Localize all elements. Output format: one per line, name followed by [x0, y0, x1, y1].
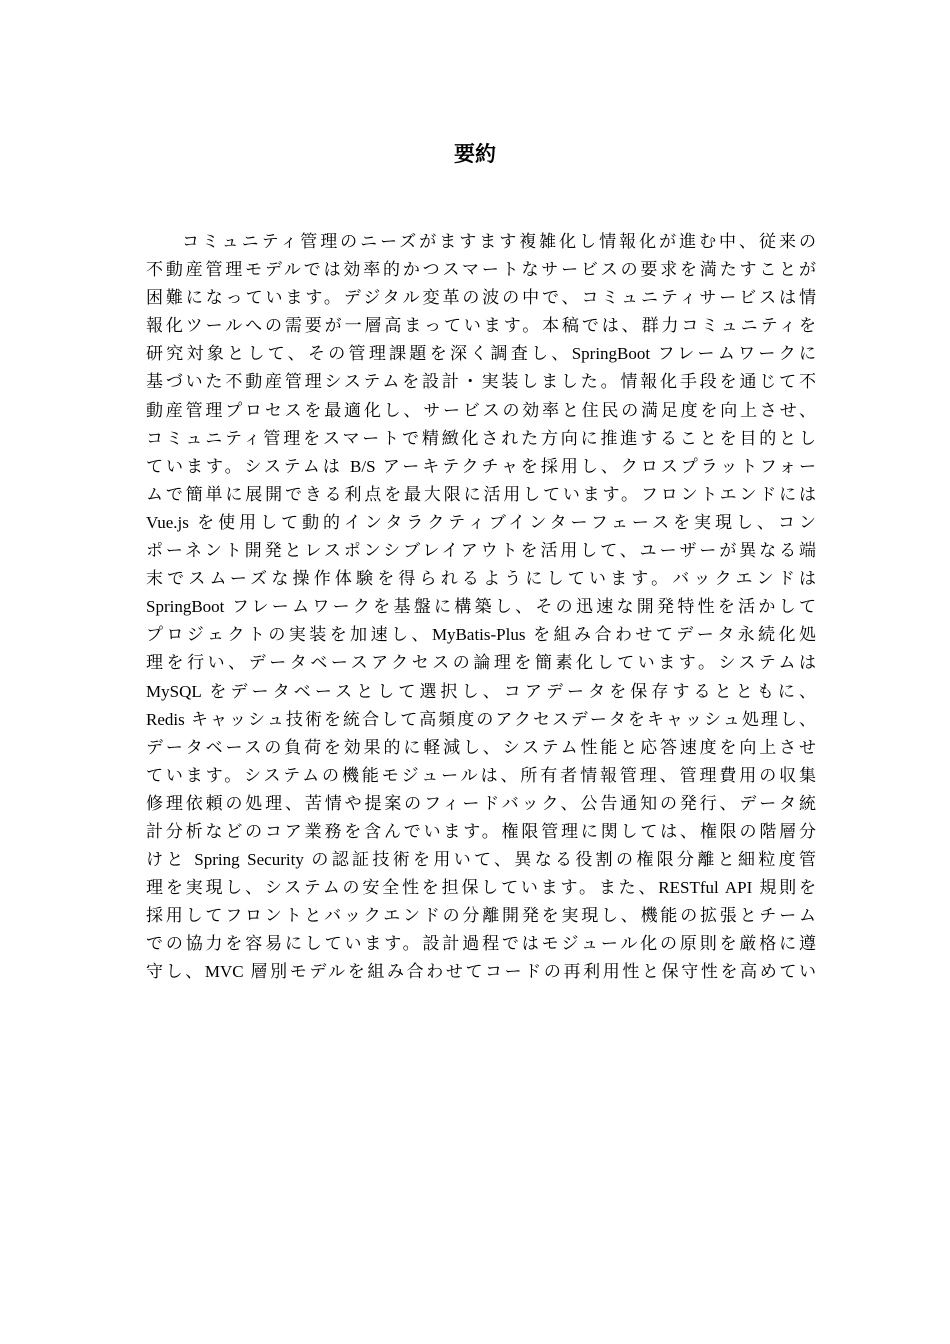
abstract-line: 理を実現し、システムの安全性を担保しています。また、RESTful API 規則を [146, 878, 816, 898]
abstract-line: 報化ツールへの需要が一層高まっています。本稿では、群力コミュニティを [146, 316, 816, 336]
abstract-line: 研究対象として、その管理課題を深く調査し、SpringBoot フレームワークに [146, 344, 816, 364]
abstract-line: 不動産管理モデルでは効率的かつスマートなサービスの要求を満たすことが [146, 260, 816, 280]
abstract-line: での協力を容易にしています。設計過程ではモジュール化の原則を厳格に遵 [146, 934, 816, 954]
abstract-line: 採用してフロントとバックエンドの分離開発を実現し、機能の拡張とチーム [146, 906, 816, 926]
abstract-line: コミュニティ管理のニーズがますます複雑化し情報化が進む中、従来の [182, 232, 816, 251]
abstract-line: Vue.js を使用して動的インタラクティブインターフェースを実現し、コン [146, 512, 816, 532]
abstract-line: ています。システムの機能モジュールは、所有者情報管理、管理費用の収集 [146, 765, 816, 785]
abstract-line: 理を行い、データベースアクセスの論理を簡素化しています。システムは [146, 653, 816, 673]
abstract-line: 末でスムーズな操作体験を得られるようにしています。バックエンドは [146, 569, 816, 589]
abstract-line: ポーネント開発とレスポンシブレイアウトを活用して、ユーザーが異なる端 [146, 541, 816, 561]
abstract-line: 困難になっています。デジタル変革の波の中で、コミュニティサービスは情 [146, 288, 816, 308]
abstract-line: MySQL をデータベースとして選択し、コアデータを保存するとともに、 [146, 681, 816, 701]
abstract-line: データベースの負荷を効果的に軽減し、システム性能と応答速度を向上させ [146, 737, 816, 757]
abstract-line: Redis キャッシュ技術を統合して高頻度のアクセスデータをキャッシュ処理し、 [146, 709, 816, 729]
abstract-line: SpringBoot フレームワークを基盤に構築し、その迅速な開発特性を活かして [146, 597, 816, 617]
abstract-line: 計分析などのコア業務を含んでいます。権限管理に関しては、権限の階層分 [146, 821, 816, 841]
abstract-line: 修理依頼の処理、苦情や提案のフィードバック、公告通知の発行、データ統 [146, 793, 816, 813]
abstract-line: けと Spring Security の認証技術を用いて、異なる役割の権限分離と細粒度管 [146, 850, 816, 870]
abstract-line: ています。システムは B/S アーキテクチャを採用し、クロスプラットフォー [146, 456, 816, 476]
abstract-body [146, 228, 816, 987]
abstract-line: コミュニティ管理をスマートで精緻化された方向に推進することを目的とし [146, 428, 816, 448]
abstract-line: 基づいた不動産管理システムを設計・実装しました。情報化手段を通じて不 [146, 372, 816, 392]
abstract-title: 要約 [454, 142, 496, 166]
abstract-line: ムで簡単に展開できる利点を最大限に活用しています。フロントエンドには [146, 484, 816, 504]
abstract-line: 動産管理プロセスを最適化し、サービスの効率と住民の満足度を向上させ、 [146, 400, 816, 420]
abstract-line: プロジェクトの実装を加速し、MyBatis-Plus を組み合わせてデータ永続化処 [146, 625, 816, 645]
abstract-line: 守し、MVC 層別モデルを組み合わせてコードの再利用性と保守性を高めてい [146, 962, 816, 982]
